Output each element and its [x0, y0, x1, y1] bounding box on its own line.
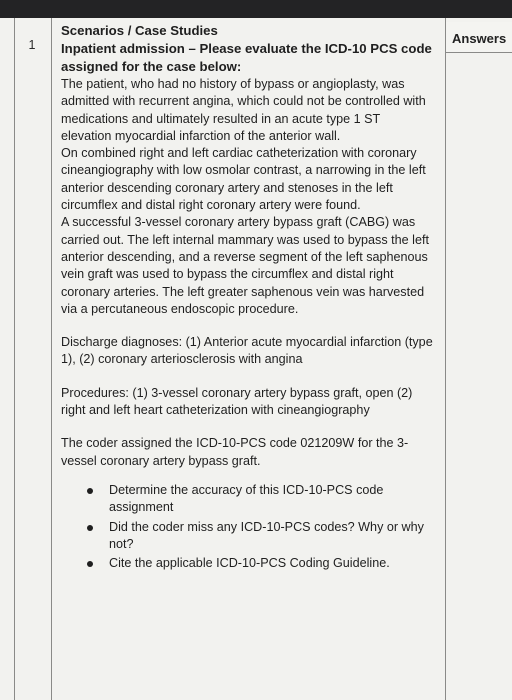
procedures: Procedures: (1) 3-vessel coronary artery bypass graft, open (2) right and left heart catheterization with cineangiography [61, 385, 413, 418]
bullet-icon [87, 561, 93, 567]
list-item [61, 519, 433, 554]
bullet-icon [87, 488, 93, 494]
answers-header-label: Answers [452, 31, 507, 46]
question-text: Cite the applicable ICD-10-PCS Coding Guideline. [109, 556, 390, 571]
case-title: Inpatient admission – Please evaluate the ICD-10 PCS code assigned for the case below: [61, 41, 432, 74]
list-item [61, 555, 433, 572]
coder-assigned-code: The coder assigned the ICD-10-PCS code 021209W for the 3-vessel coronary artery bypass graft. [61, 436, 409, 468]
column-divider-right [445, 18, 446, 700]
discharge-diagnoses: Discharge diagnoses: (1) Anterior acute myocardial infarction (type 1), (2) coronary arteriosclerosis with angina [61, 335, 433, 367]
question-list [61, 482, 433, 572]
case-paragraph-admission: The patient, who had no history of bypass or angioplasty, was admitted with recurrent angina, which could not be controlled with medications and ultimately resulted in an acute type 1 ST elevation myocardial infarction of the anterior wall. [61, 77, 426, 143]
question-text: Determine the accuracy of this ICD-10-PCS code assignment [109, 482, 384, 515]
case-paragraph-cabg: A successful 3-vessel coronary artery bypass graft (CABG) was carried out. The left internal mammary was used to bypass the left anterior descending, and a reverse segment of the left saphenous vein graft was used to bypass the circumflex and distal right coronary arteries. The left greater saphenous vein was harvested via a percutaneous endoscopic procedure. [61, 215, 429, 316]
section-title: Scenarios / Case Studies [61, 23, 218, 38]
case-study-cell [61, 22, 433, 574]
list-item [61, 482, 433, 517]
question-text: Did the coder miss any ICD-10-PCS codes? Why or why not? [109, 519, 424, 551]
bullet-icon [87, 525, 93, 531]
answers-column-header [445, 22, 512, 53]
case-paragraph-catheterization: On combined right and left cardiac catheterization with coronary cineangiography with low osmolar contrast, a narrowing in the left anterior descending coronary artery and stenoses in the left circumflex and distal right coronary artery were found. [61, 146, 426, 213]
top-bar [0, 0, 512, 20]
row-number: 1 [28, 38, 36, 52]
column-divider-left [51, 18, 52, 700]
